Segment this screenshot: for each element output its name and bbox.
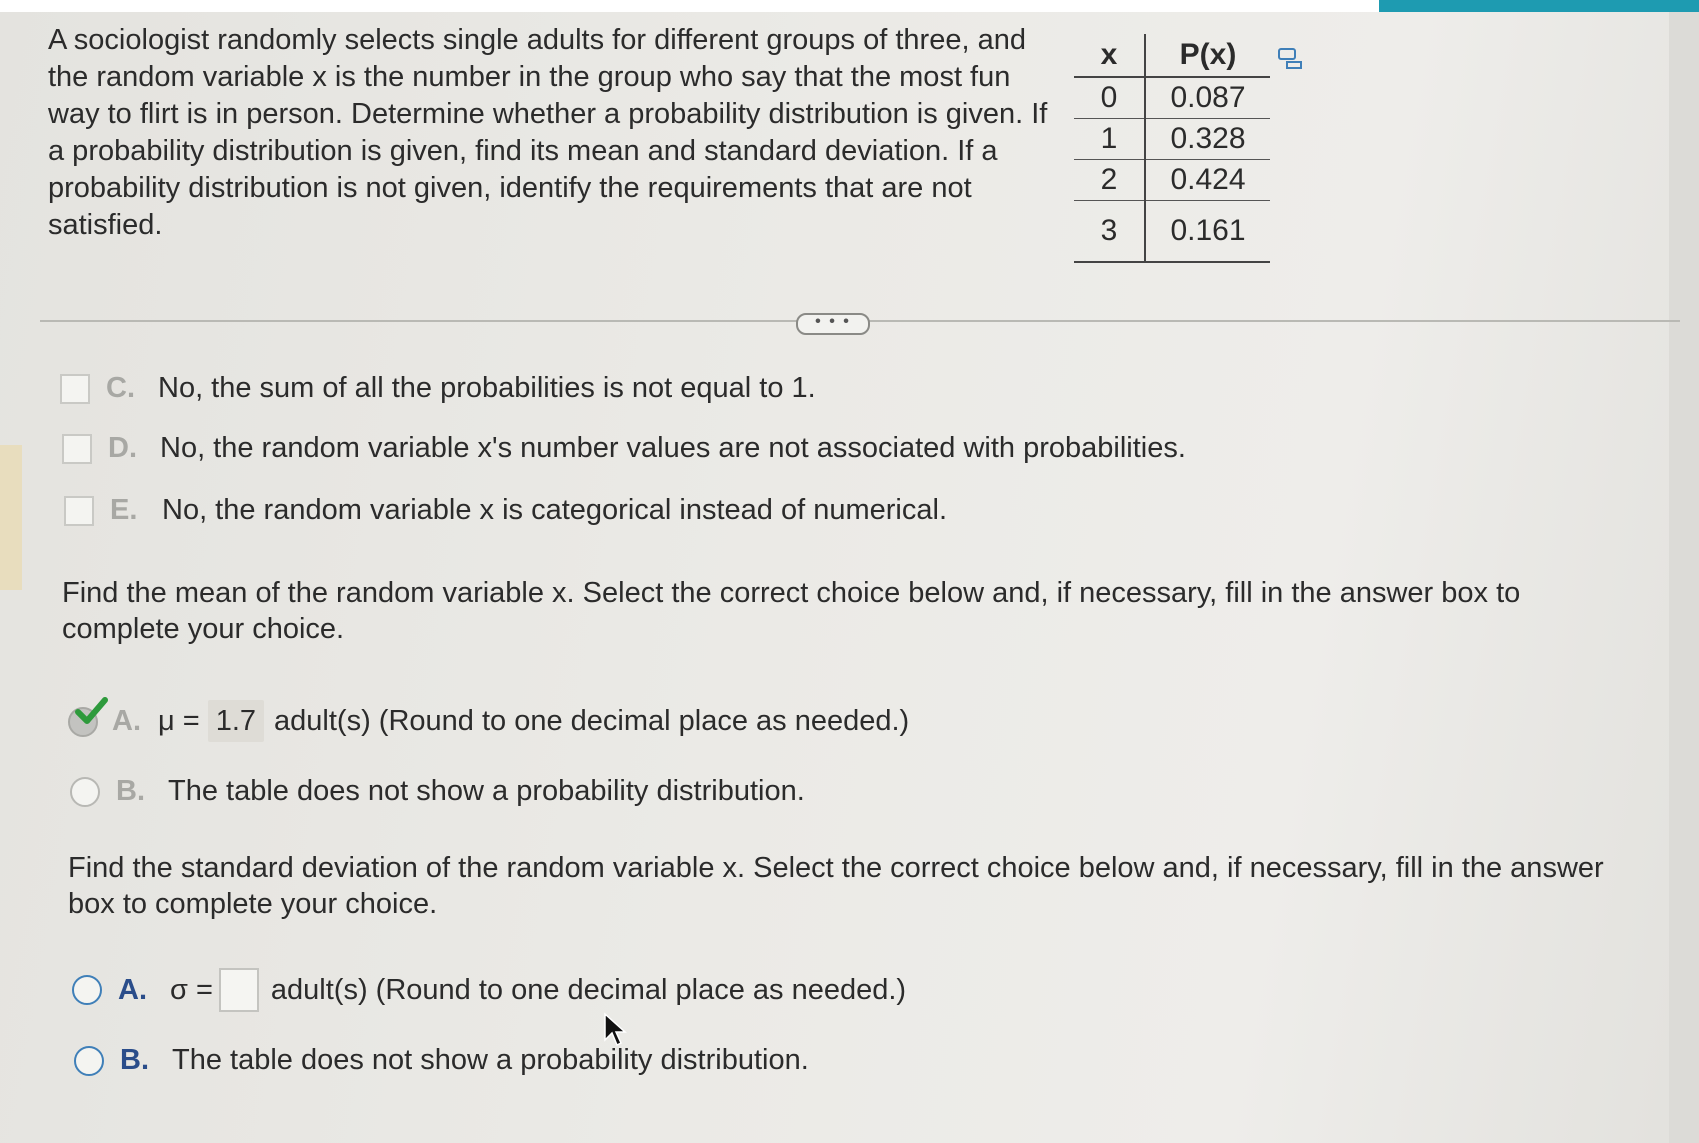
sd-answer-box[interactable]	[219, 968, 259, 1012]
left-highlight	[0, 445, 22, 590]
sd-prompt: Find the standard deviation of the random variable x. Select the correct choice below and, if necessary, fill in the answer box to complete your choice.	[68, 852, 1604, 920]
choice-d[interactable]	[62, 432, 1186, 465]
sd-choice-a[interactable]	[72, 968, 906, 1012]
cell-px: 0.087	[1145, 77, 1270, 119]
radio-button[interactable]	[70, 777, 100, 807]
header-accent	[1379, 0, 1699, 12]
table-row	[1074, 160, 1270, 201]
choice-letter: A.	[118, 973, 147, 1006]
checkbox[interactable]	[62, 434, 92, 464]
choice-text: adult(s) (Round to one decimal place as needed.)	[270, 973, 907, 1006]
probability-table	[1074, 34, 1270, 263]
choice-text: No, the random variable x is categorical instead of numerical.	[162, 494, 947, 526]
choice-letter: B.	[116, 775, 145, 807]
mu-label: μ =	[158, 704, 200, 737]
choice-letter: D.	[108, 432, 137, 464]
choice-text: The table does not show a probability distribution.	[172, 1044, 809, 1076]
checkbox[interactable]	[64, 496, 94, 526]
question-text: A sociologist randomly selects single adults for different groups of three, and the random variable x is the number in the group who say that the most fun way to flirt is in person. Determine whether a probability distribution is given. If a probability distribution is given, find its mean and standard deviation. If a probability distribution is not given, identify the requirements that are not satisfied.	[48, 24, 1048, 241]
table-header-row	[1074, 34, 1270, 77]
mouse-pointer-icon	[602, 1012, 628, 1048]
choice-c[interactable]	[60, 372, 816, 405]
choice-letter: A.	[112, 704, 141, 737]
cell-px: 0.161	[1145, 201, 1270, 263]
cell-x: 1	[1074, 119, 1145, 160]
expand-more-button[interactable]: • • •	[796, 313, 870, 335]
right-edge	[1669, 12, 1699, 1143]
radio-selected[interactable]	[68, 704, 112, 738]
sd-choice-b[interactable]	[74, 1044, 809, 1077]
sigma-label: σ =	[170, 973, 213, 1006]
radio-button[interactable]	[72, 975, 102, 1005]
mean-choice-a[interactable]	[68, 700, 909, 742]
header-x: x	[1074, 34, 1145, 77]
table-row	[1074, 77, 1270, 119]
cell-x: 0	[1074, 77, 1145, 119]
choice-text: adult(s) (Round to one decimal place as needed.)	[274, 704, 910, 737]
checkbox[interactable]	[60, 374, 90, 404]
radio-button[interactable]	[74, 1046, 104, 1076]
choice-text: No, the sum of all the probabilities is not equal to 1.	[158, 372, 816, 404]
checkmark-icon	[74, 696, 108, 726]
copy-icon[interactable]	[1277, 46, 1305, 70]
table-row	[1074, 201, 1270, 263]
mean-answer-box[interactable]: 1.7	[208, 700, 264, 742]
table-row	[1074, 119, 1270, 160]
cell-x: 3	[1074, 201, 1145, 263]
choice-text: The table does not show a probability distribution.	[168, 775, 805, 807]
choice-letter: C.	[106, 372, 135, 404]
cell-x: 2	[1074, 160, 1145, 201]
mean-prompt: Find the mean of the random variable x. Select the correct choice below and, if necessary, fill in the answer box to complete your choice.	[62, 577, 1521, 645]
choice-e[interactable]	[64, 494, 947, 527]
mean-choice-b[interactable]	[70, 775, 805, 808]
header-px: P(x)	[1145, 34, 1270, 77]
choice-letter: B.	[120, 1044, 149, 1076]
cell-px: 0.424	[1145, 160, 1270, 201]
choice-text: No, the random variable x's number values are not associated with probabilities.	[160, 432, 1186, 464]
choice-letter: E.	[110, 494, 138, 526]
cell-px: 0.328	[1145, 119, 1270, 160]
